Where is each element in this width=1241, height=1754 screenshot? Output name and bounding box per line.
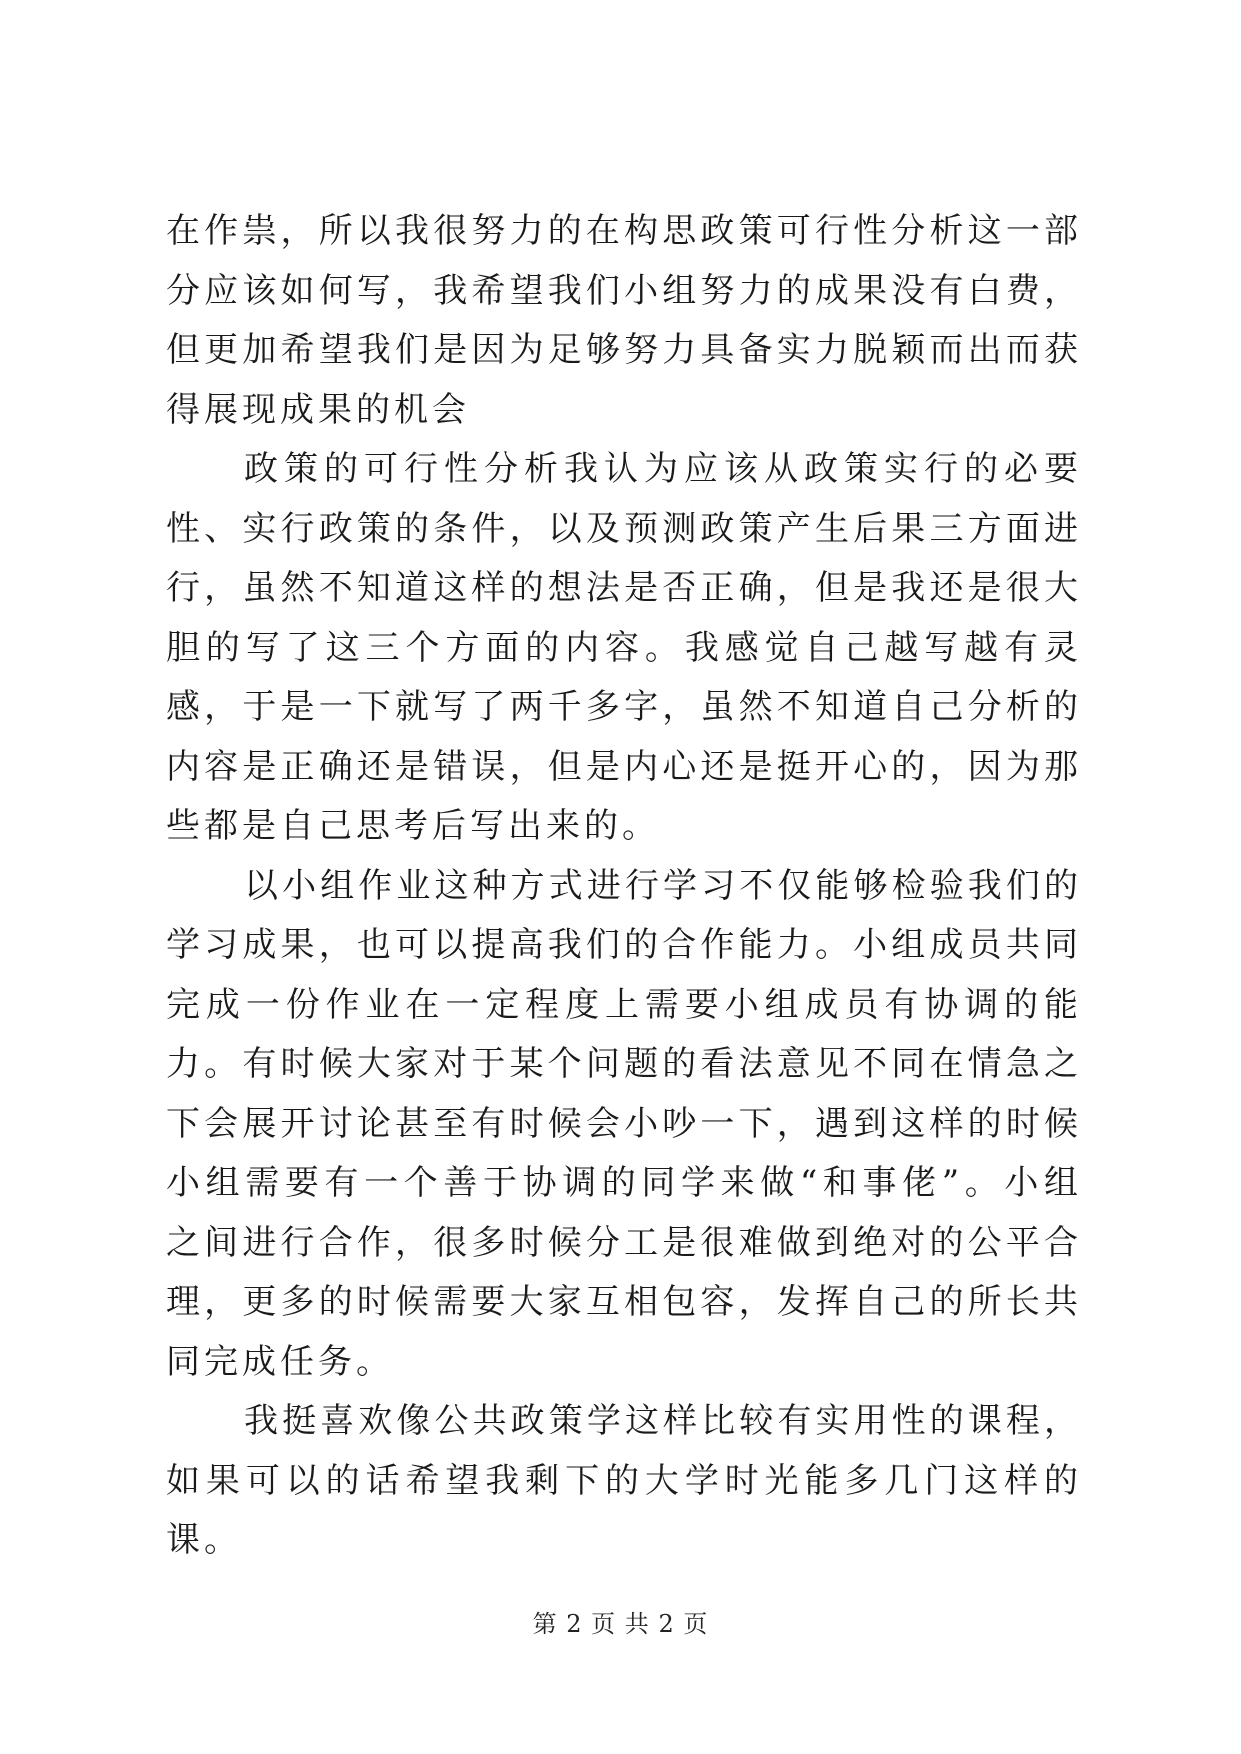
paragraph-1: 在作祟，所以我很努力的在构思政策可行性分析这一部分应该如何写，我希望我们小组努力的成果没有白费，但更加希望我们是因为足够努力具备实力脱颖而出而获得展现成果的机会	[166, 211, 1082, 430]
document-body	[166, 202, 1082, 1571]
paragraph-2: 政策的可行性分析我认为应该从政策实行的必要性、实行政策的条件，以及预测政策产生后果三方面进行，虽然不知道这样的想法是否正确，但是我还是很大胆的写了这三个方面的内容。我感觉自己越写越有灵感，于是一下就写了两千多字，虽然不知道自己分析的内容是正确还是错误，但是内心还是挺开心的，因为那些都是自己思考后写出来的。	[166, 449, 1082, 846]
paragraph-3: 以小组作业这种方式进行学习不仅能够检验我们的学习成果，也可以提高我们的合作能力。小组成员共同完成一份作业在一定程度上需要小组成员有协调的能力。有时候大家对于某个问题的看法意见不同在情急之下会展开讨论甚至有时候会小吵一下，遇到这样的时候小组需要有一个善于协调的同学来做“和事佬”。小组之间进行合作，很多时候分工是很难做到绝对的公平合理，更多的时候需要大家互相包容，发挥自己的所长共同完成任务。	[166, 865, 1082, 1382]
page-number-footer: 第 2 页 共 2 页	[532, 1610, 709, 1638]
paragraph-4: 我挺喜欢像公共政策学这样比较有实用性的课程，如果可以的话希望我剩下的大学时光能多几门这样的课。	[166, 1401, 1082, 1560]
